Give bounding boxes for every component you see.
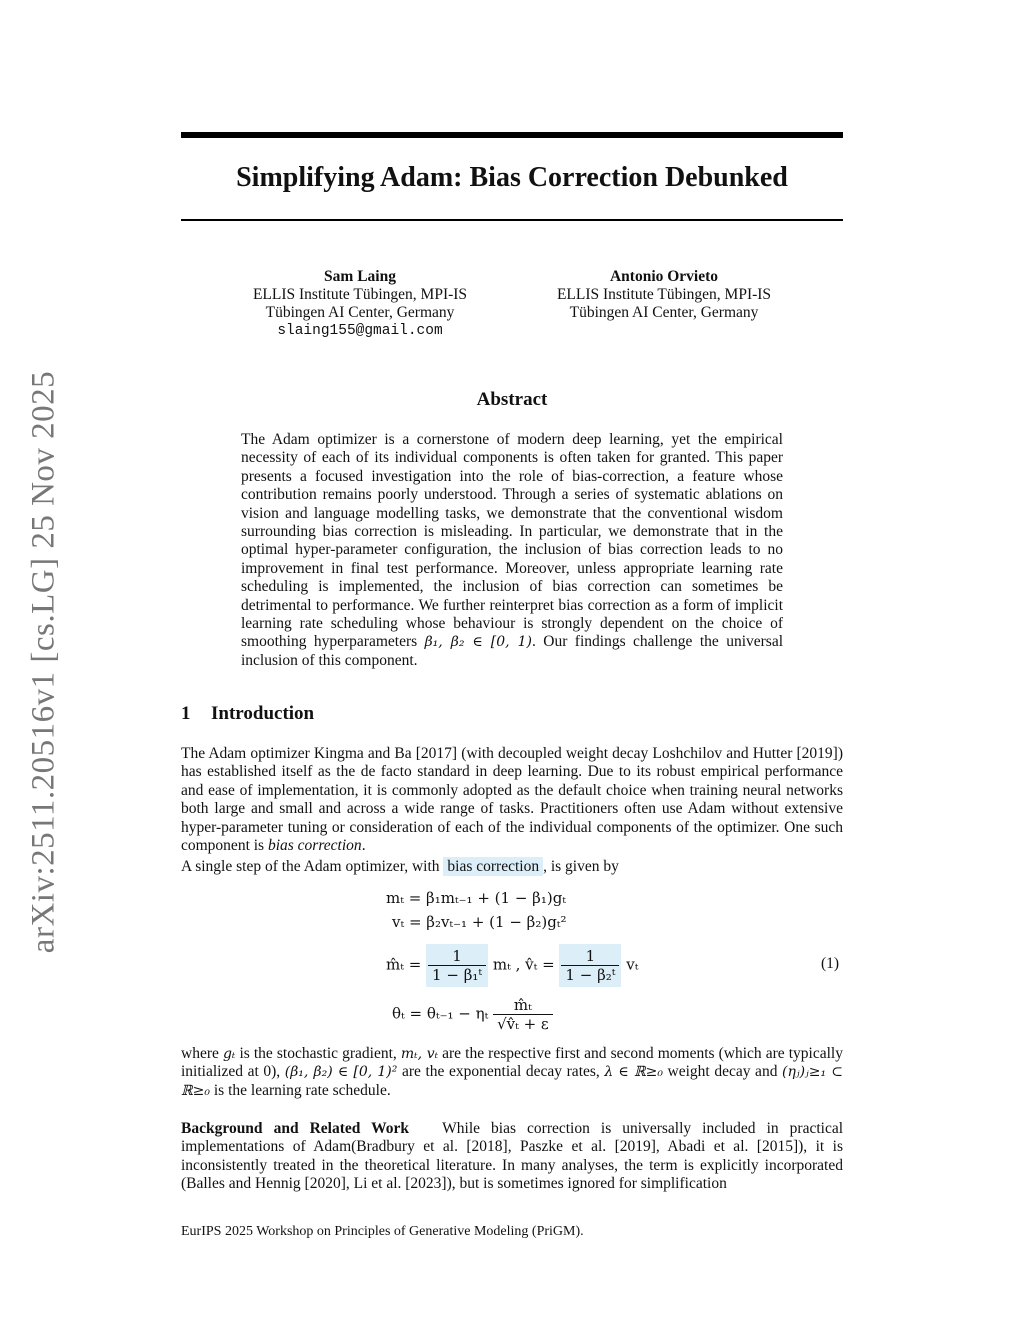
paper-title: Simplifying Adam: Bias Correction Debunked [236, 162, 788, 193]
equation-line-update [392, 996, 553, 1033]
where-math: (β₁, β₂) ∈ [0, 1)² [284, 1064, 398, 1081]
theta-lhs: θₜ = θₜ₋₁ − ηₜ [392, 1004, 489, 1023]
venue-footnote: EurIPS 2025 Workshop on Principles of Generative Modeling (PriGM). [181, 1224, 584, 1239]
background-heading: Background and Related Work [181, 1120, 410, 1137]
m-tail: mₜ , [492, 955, 521, 974]
where-paragraph [181, 1045, 843, 1100]
author-name: Sam Laing [324, 268, 396, 285]
where-text: are the respective first and second moments (which are typically initialized at 0), [181, 1045, 843, 1081]
intro-paragraph-2 [181, 858, 843, 876]
section-heading-introduction [181, 703, 314, 725]
author-affiliation: ELLIS Institute Tübingen, MPI-IS [252, 286, 468, 303]
equation-line-momentum: mₜ = β₁mₜ₋₁ + (1 − β₁)gₜ [386, 889, 567, 907]
equation-line-velocity: vₜ = β₂vₜ₋₁ + (1 − β₂)gₜ² [392, 913, 567, 931]
author-email[interactable]: slaing155@gmail.com [277, 323, 443, 339]
m-hat-lhs: m̂ₜ = [386, 955, 422, 974]
equation-line-bias-correction [386, 944, 638, 987]
author-block-1 [230, 268, 490, 340]
abstract-heading: Abstract [476, 389, 548, 410]
title-top-rule [181, 132, 843, 138]
fraction [428, 947, 486, 984]
v-hat-lhs: v̂ₜ = [525, 955, 555, 974]
abstract-math: β₁, β₂ ∈ [0, 1) [424, 634, 532, 651]
fraction-denominator: 1 − β₁ᵗ [432, 966, 483, 984]
intro-text-end: . [361, 837, 366, 855]
fraction [493, 996, 553, 1033]
where-text: where [181, 1045, 223, 1062]
author-affiliation: Tübingen AI Center, Germany [265, 304, 455, 321]
fraction-numerator: 1 [561, 947, 619, 966]
where-math: (ηⱼ)ⱼ≥₁ ⊂ ℝ≥₀ [181, 1064, 843, 1099]
v-tail: vₜ [626, 955, 639, 974]
intro-paragraph-1 [181, 745, 843, 855]
author-block-2 [534, 268, 794, 322]
bias-correction-box-2 [559, 944, 621, 987]
where-text: weight decay and [662, 1063, 783, 1081]
fraction-numerator: m̂ₜ [493, 996, 553, 1015]
intro-emphasis: bias correction [267, 837, 362, 855]
fraction-denominator: 1 − β₂ᵗ [565, 966, 616, 984]
where-text: are the exponential decay rates, [397, 1063, 605, 1081]
where-text: is the learning rate schedule. [209, 1081, 391, 1099]
abstract-body [241, 431, 783, 670]
equation-number: (1) [821, 955, 840, 972]
section-title: Introduction [211, 703, 315, 724]
abstract-text-end: . Our findings challenge the universal inclusion of this component. [241, 633, 784, 669]
fraction-numerator: 1 [428, 947, 486, 966]
section-number: 1 [181, 703, 191, 724]
author-name: Antonio Orvieto [609, 268, 719, 285]
author-affiliation: ELLIS Institute Tübingen, MPI-IS [556, 286, 772, 303]
where-math: mₜ, vₜ [400, 1046, 439, 1062]
intro-text: The Adam optimizer Kingma and Ba [2017] (with decoupled weight decay Loshchilov and Hutter [2019]) has established itself as the de facto standard in deep learning. Due to its robust empirical performance and ease of implementation, it is commonly adopted as the default choice when training neural networks both large and small and across a wide range of tasks. Practitioners often use Adam without extensive hyper-parameter tuning or consideration of each of the individual components of the optimizer. One such component is [181, 745, 843, 855]
title-bottom-rule [181, 219, 843, 221]
where-text: is the stochastic gradient, [235, 1045, 401, 1062]
author-affiliation: Tübingen AI Center, Germany [569, 304, 759, 321]
background-paragraph [181, 1120, 843, 1194]
intro-text-end: , is given by [543, 858, 619, 875]
bias-correction-highlight: bias correction [443, 857, 543, 876]
fraction [561, 947, 619, 984]
fraction-denominator: √v̂ₜ + ε [497, 1015, 549, 1033]
bias-correction-box-1 [426, 944, 488, 987]
arxiv-identifier: arXiv:2511.20516v1 [cs.LG] 25 Nov 2025 [25, 370, 62, 954]
where-math: λ ∈ ℝ≥₀ [604, 1064, 663, 1081]
background-text: While bias correction is universally included in practical implementations of Adam(Bradbury et al. [2018], Paszke et al. [2019], Abadi et al. [2015]), it is inconsistently treated in the theoretical literature. In many analyses, the term is explicitly incorporated (Balles and Hennig [2020], Li et al. [2023]), but is sometimes ignored for simplification [181, 1120, 844, 1193]
abstract-text: The Adam optimizer is a cornerstone of modern deep learning, yet the empirical necessity of each of its individual components is often taken for granted. This paper presents a focused investigation into the role of bias-correction, a feature whose contribution remains poorly understood. Through a series of systematic ablations on vision and language modelling tasks, we demonstrate that the conventional wisdom surrounding bias correction is misleading. In particular, we demonstrate that in the optimal hyper-parameter configuration, the inclusion of bias correction leads to no improvement in final test performance. Moreover, unless appropriate learning rate scheduling is implemented, the inclusion of bias correction can sometimes be detrimental to performance. We further reinterpret bias correction as a form of implicit learning rate scheduling whose behaviour is strongly dependent on the choice of smoothing hyperparameters [241, 431, 783, 651]
where-math: gₜ [222, 1046, 236, 1062]
intro-text: A single step of the Adam optimizer, with [181, 858, 444, 875]
